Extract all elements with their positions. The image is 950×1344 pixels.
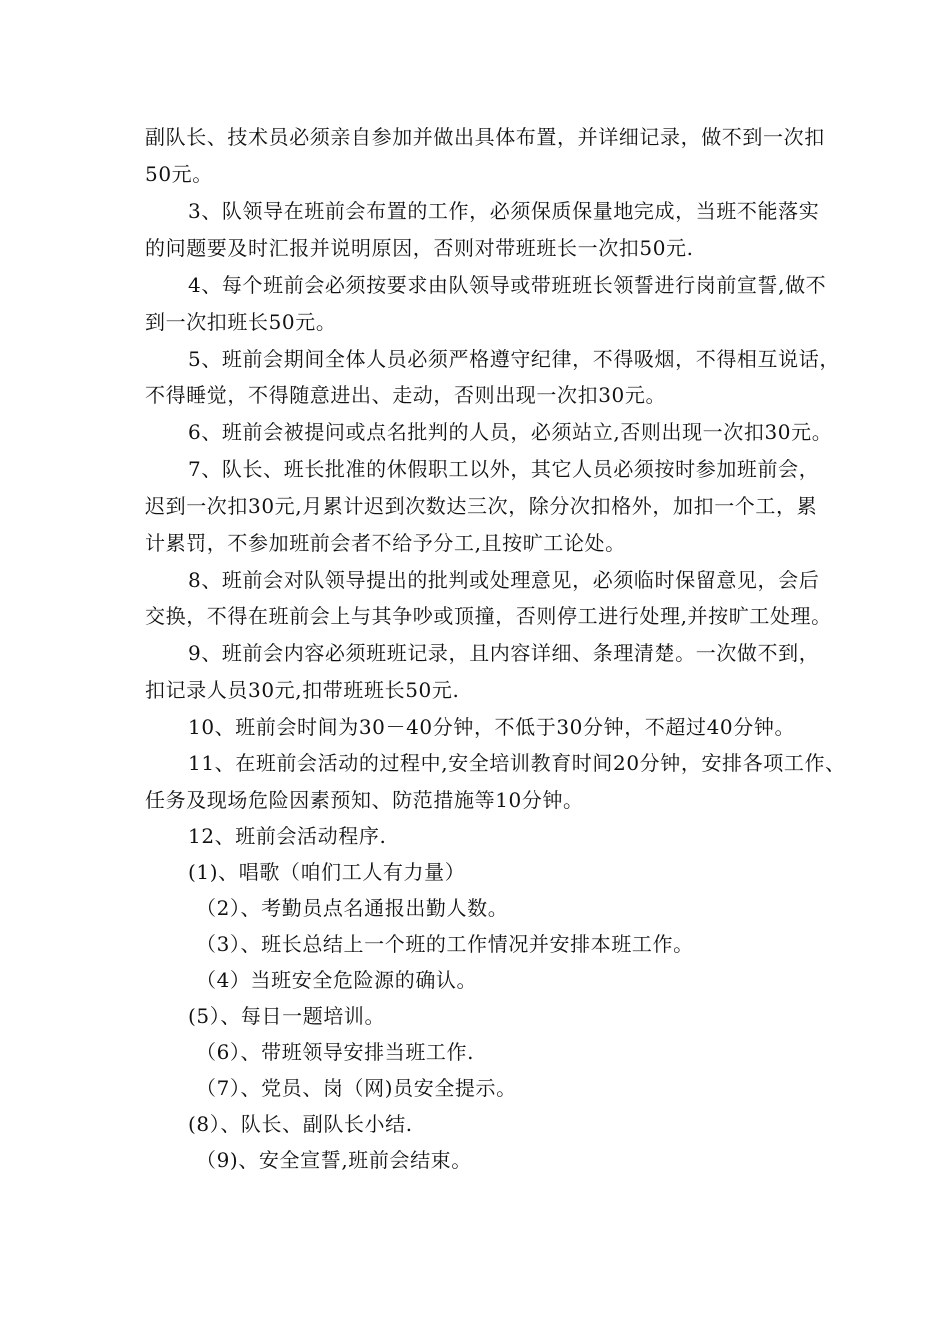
text-line: 3、队领导在班前会布置的工作，必须保质保量地完成，当班不能落实: [188, 199, 820, 223]
text-line: （2）、考勤员点名通报出勤人数。: [196, 896, 509, 920]
text-line: 6、班前会被提问或点名批判的人员，必须站立,否则出现一次扣30元。: [188, 420, 833, 444]
text-line: 不得睡觉，不得随意进出、走动，否则出现一次扣30元。: [145, 383, 667, 407]
text-line: 到一次扣班长50元。: [145, 310, 337, 334]
text-line: 50元。: [145, 162, 213, 186]
text-line: 副队长、技术员必须亲自参加并做出具体布置，并详细记录，做不到一次扣: [145, 125, 825, 149]
text-line: (8）、队长、副队长小结.: [188, 1112, 413, 1136]
text-line: 4、每个班前会必须按要求由队领导或带班班长领誓进行岗前宣誓,做不: [188, 273, 827, 297]
text-line: 9、班前会内容必须班班记录，且内容详细、条理清楚。一次做不到，: [188, 641, 820, 665]
text-line: 8、班前会对队领导提出的批判或处理意见，必须临时保留意见，会后: [188, 568, 820, 592]
text-line: 计累罚，不参加班前会者不给予分工,且按旷工论处。: [145, 531, 626, 555]
text-line: 迟到一次扣30元,月累计迟到次数达三次，除分次扣格外，加扣一个工，累: [145, 494, 818, 518]
text-line: 的问题要及时汇报并说明原因，否则对带班班长一次扣50元.: [145, 236, 694, 260]
text-line: 5、班前会期间全体人员必须严格遵守纪律，不得吸烟，不得相互说话，: [188, 347, 840, 371]
text-line: (5）、每日一题培训。: [188, 1004, 386, 1028]
text-line: （9)、安全宣誓,班前会结束。: [196, 1148, 472, 1172]
text-line: （6）、带班领导安排当班工作.: [196, 1040, 475, 1064]
text-line: 12、班前会活动程序.: [188, 824, 387, 848]
text-line: 任务及现场危险因素预知、防范措施等10分钟。: [145, 788, 584, 812]
text-line: (1)、唱歌（咱们工人有力量）: [188, 860, 466, 884]
text-line: 7、队长、班长批准的休假职工以外，其它人员必须按时参加班前会，: [188, 457, 820, 481]
text-line: （3）、班长总结上一个班的工作情况并安排本班工作。: [196, 932, 694, 956]
text-line: 扣记录人员30元,扣带班班长50元.: [145, 678, 460, 702]
text-line: （7）、党员、岗（网)员安全提示。: [196, 1076, 517, 1100]
text-line: 交换，不得在班前会上与其争吵或顶撞，否则停工进行处理,并按旷工处理。: [145, 604, 832, 628]
text-line: 11、在班前会活动的过程中,安全培训教育时间20分钟，安排各项工作、: [188, 751, 846, 775]
text-line: （4）当班安全危险源的确认。: [196, 968, 478, 992]
text-line: 10、班前会时间为30－40分钟，不低于30分钟，不超过40分钟。: [188, 715, 796, 739]
